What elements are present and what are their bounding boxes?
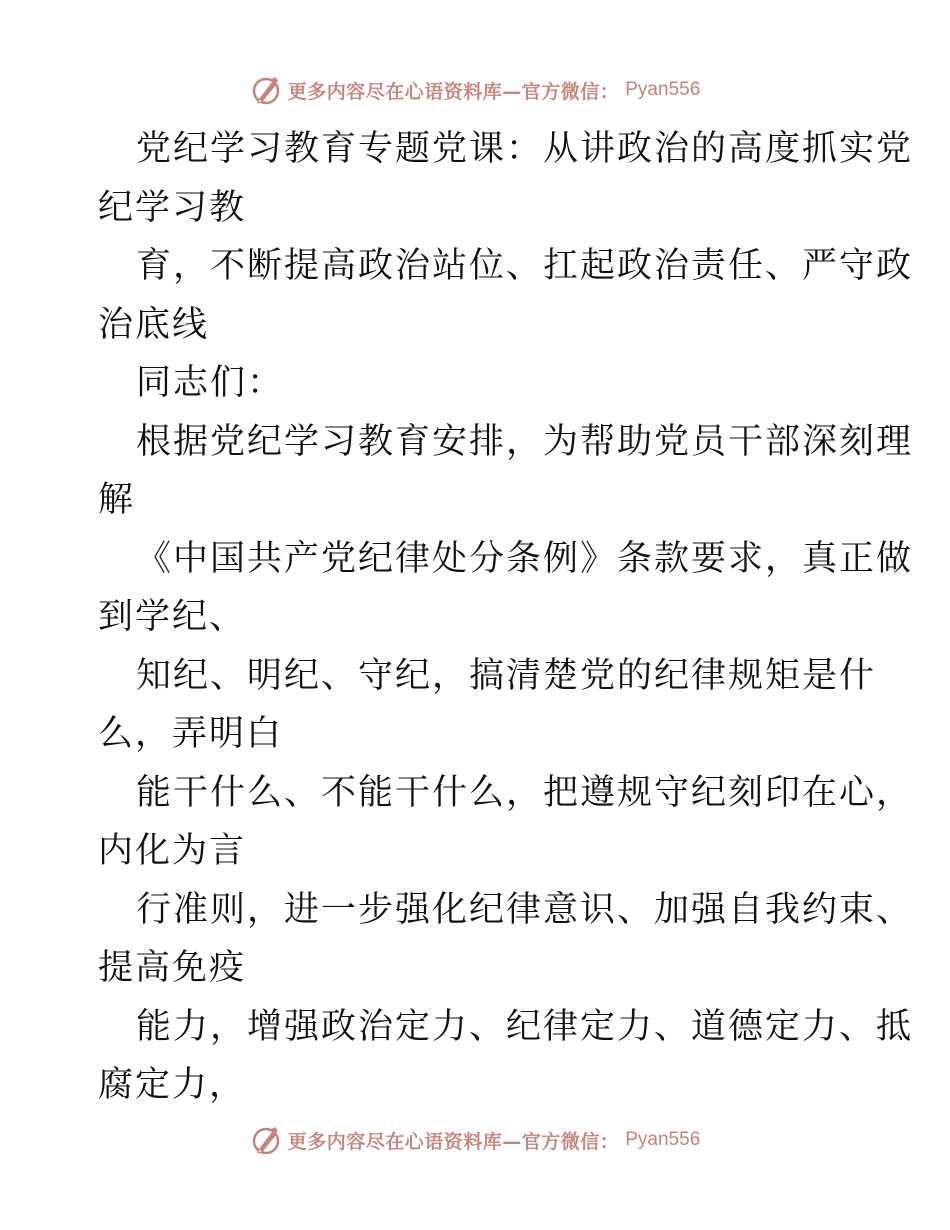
text-line: 提高免疫	[98, 948, 247, 988]
text-line: 腐定力，	[98, 1065, 247, 1105]
text-line: 《中国共产党纪律处分条例》条款要求，真正做	[136, 538, 914, 579]
text-line: 么，弄明白	[98, 714, 284, 754]
header-watermark	[0, 70, 950, 110]
text-line: 育，不断提高政治站位、扛起政治责任、严守政	[136, 246, 914, 286]
text-line: 能力，增强政治定力、纪律定力、道德定力、抵	[136, 1006, 914, 1047]
text-line: 行准则，进一步强化纪律意识、加强自我约束、	[136, 889, 914, 930]
pen-circle-logo-icon	[250, 74, 282, 106]
text-line: 党纪学习教育专题党课：从讲政治的高度抓实党	[136, 129, 914, 169]
text-line: 知纪、明纪、守纪，搞清楚党的纪律规矩是什	[136, 655, 877, 696]
watermark-wechat-id: Pyan556	[625, 1129, 701, 1150]
text-line: 治底线	[98, 304, 210, 345]
watermark-wechat-id: Pyan556	[625, 79, 701, 100]
text-line: 能干什么、不能干什么，把遵规守纪刻印在心，	[136, 772, 914, 813]
document-body	[98, 120, 914, 1115]
text-line: 纪学习教	[98, 187, 247, 228]
text-line: 根据党纪学习教育安排，为帮助党员干部深刻理	[136, 421, 914, 462]
text-line: 内化为言	[98, 831, 247, 871]
pen-circle-logo-icon	[250, 1124, 282, 1156]
text-line: 解	[98, 480, 136, 520]
text-line: 到学纪、	[98, 597, 247, 637]
watermark-text: 更多内容尽在心语资料库—官方微信：	[287, 80, 620, 103]
watermark-text: 更多内容尽在心语资料库—官方微信：	[287, 1130, 620, 1153]
footer-watermark	[0, 1120, 950, 1160]
text-line: 同志们：	[136, 363, 285, 403]
